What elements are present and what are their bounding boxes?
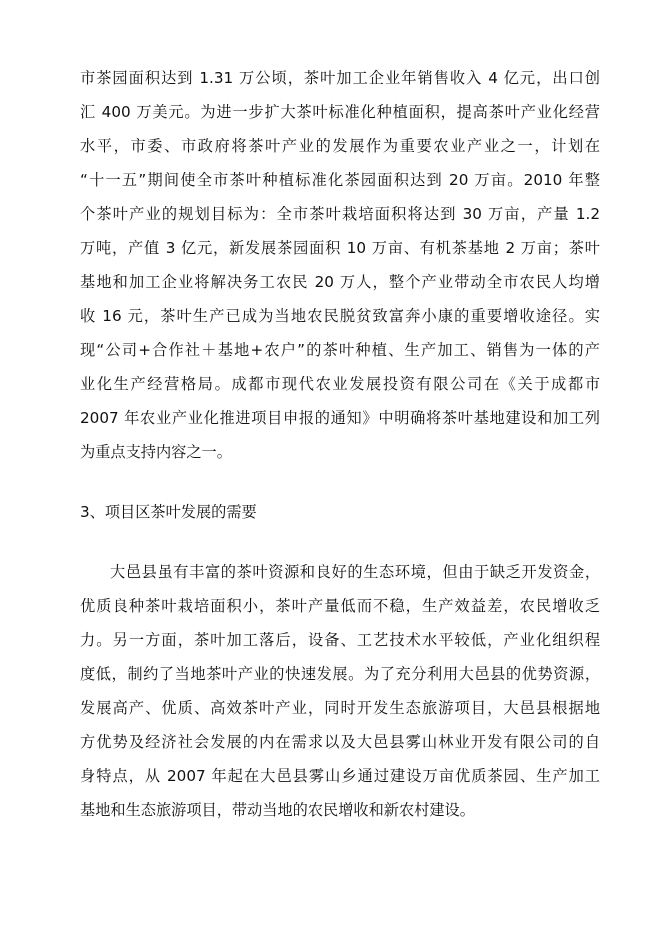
paragraph-2-line: 力。另一方面，茶叶加工落后，设备、工艺技术水平较低，产业化组织程: [80, 631, 600, 649]
paragraph-1-line: 收 16 元，茶叶生产已成为当地农民脱贫致富奔小康的重要增收途径。实: [80, 307, 600, 325]
section-heading: 3、项目区茶叶发展的需要: [80, 503, 257, 521]
paragraph-1-line: 市茶园面积达到 1.31 万公顷，茶叶加工企业年销售收入 4 亿元，出口创: [80, 69, 600, 87]
paragraph-1-line: 万吨，产值 3 亿元，新发展茶园面积 10 万亩、有机茶基地 2 万亩；茶叶: [80, 239, 600, 257]
paragraph-2-line: 大邑县虽有丰富的茶叶资源和良好的生态环境，但由于缺乏开发资金，: [110, 563, 600, 581]
paragraph-2-line: 基地和生态旅游项目，带动当地的农民增收和新农村建设。: [80, 801, 475, 819]
paragraph-1-line: 个茶叶产业的规划目标为：全市茶叶栽培面积将达到 30 万亩，产量 1.2: [80, 205, 600, 223]
paragraph-2-line: 方优势及经济社会发展的内在需求以及大邑县雾山林业开发有限公司的自: [80, 733, 600, 751]
paragraph-1-line: 水平，市委、市政府将茶叶产业的发展作为重要农业产业之一，计划在: [80, 137, 600, 155]
paragraph-2-line: 发展高产、优质、高效茶叶产业，同时开发生态旅游项目，大邑县根据地: [80, 699, 600, 717]
paragraph-2-line: 身特点，从 2007 年起在大邑县雾山乡通过建设万亩优质茶园、生产加工: [80, 767, 600, 785]
paragraph-1-line: 业化生产经营格局。成都市现代农业发展投资有限公司在《关于成都市: [80, 375, 600, 393]
paragraph-2-line: 度低，制约了当地茶叶产业的快速发展。为了充分利用大邑县的优势资源，: [80, 665, 600, 683]
paragraph-1-line: 汇 400 万美元。为进一步扩大茶叶标准化种植面积，提高茶叶产业化经营: [80, 103, 600, 121]
paragraph-1-line: “十一五”期间使全市茶叶种植标准化茶园面积达到 20 万亩。2010 年整: [80, 171, 600, 189]
paragraph-2-line: 优质良种茶叶栽培面积小，茶叶产量低而不稳，生产效益差，农民增收乏: [80, 597, 600, 615]
paragraph-1-line: 为重点支持内容之一。: [80, 443, 232, 461]
paragraph-1-line: 基地和加工企业将解决务工农民 20 万人，整个产业带动全市农民人均增: [80, 273, 600, 291]
paragraph-1-line: 现“公司+合作社＋基地+农户”的茶叶种植、生产加工、销售为一体的产: [80, 341, 600, 359]
paragraph-1-line: 2007 年农业产业化推进项目申报的通知》中明确将茶叶基地建设和加工列: [80, 409, 600, 427]
